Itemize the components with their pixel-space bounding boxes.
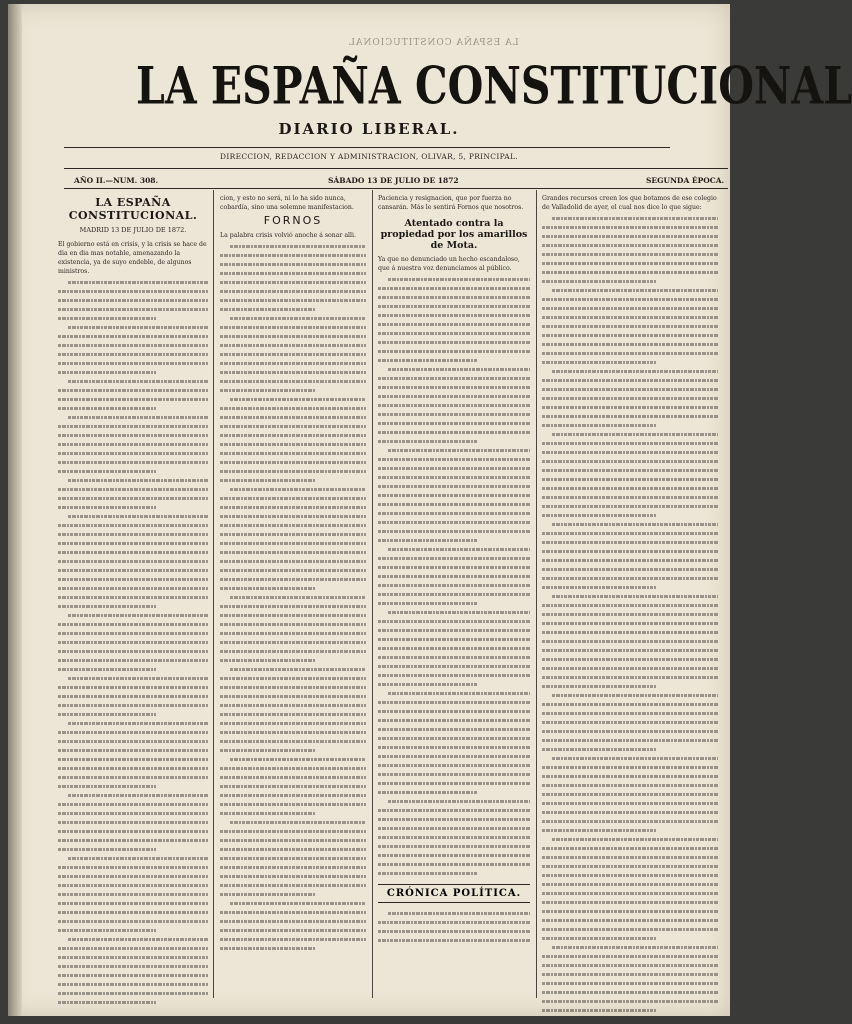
reverse-bleed-text: LA ESPAÑA CONSTITUCIONAL xyxy=(348,38,519,48)
article-body xyxy=(378,275,530,878)
column-3-lead: Ya que no denunciado un hecho escandaloso, que á nuestra voz denunciamos al público. xyxy=(378,256,520,272)
article-body xyxy=(378,909,530,945)
dateline-rule-top xyxy=(64,168,728,169)
column-3-opening: Paciencia y resignacion, que por fuerza no cansarán. Más le sentirá Fornos que nosotros. xyxy=(378,195,524,211)
issue-date: SÁBADO 13 DE JULIO DE 1872 xyxy=(328,176,459,185)
column-divider xyxy=(372,190,373,998)
column-2-heading: FORNOS xyxy=(263,214,323,227)
column-2 xyxy=(220,194,366,994)
dateline-rule-bottom xyxy=(64,188,728,189)
article-body xyxy=(58,278,208,1007)
column-3 xyxy=(378,194,530,994)
masthead-title: LA ESPAÑA CONSTITUCIONAL xyxy=(136,56,852,116)
column-4 xyxy=(542,194,718,994)
address-line: DIRECCION, REDACCION Y ADMINISTRACION, OLIVAR, 5, PRINCIPAL. xyxy=(220,152,518,161)
article-body xyxy=(220,242,366,953)
masthead-subtitle: DIARIO LIBERAL. xyxy=(278,120,460,138)
column-4-heading: CRÓNICA POLÍTICA. xyxy=(378,884,530,903)
column-1 xyxy=(58,194,208,994)
column-4-opening: Grandes recursos creen los que botamos de ese colegio de Valladolid de ayer, el cual nos dice lo que sigue: xyxy=(542,195,717,211)
column-1-opening: El gobierno está en crisis, y la crisis se hace de dia en dia mas notable, amenazando la existencia, ya de suyo endeble, de algunos ministros. xyxy=(58,241,207,275)
epoch-label: SEGUNDA ÉPOCA. xyxy=(646,176,725,185)
header-rule xyxy=(64,147,670,148)
column-1-dateline: MADRID 13 DE JULIO DE 1872. xyxy=(79,226,187,234)
issue-number: AÑO II.—NUM. 308. xyxy=(74,176,159,185)
column-divider xyxy=(213,190,214,998)
newspaper-page xyxy=(8,4,852,1016)
column-2-opening: cion, y esto no será, ni lo ha sido nunca, cobardía, sino una solemne manifestacion. xyxy=(220,195,354,211)
column-divider xyxy=(536,190,537,998)
article-body xyxy=(542,214,718,1015)
column-1-heading: LA ESPAÑA CONSTITUCIONAL. xyxy=(68,196,198,222)
column-3-heading: Atentado contra la propiedad por los amarillos de Mota. xyxy=(380,218,528,251)
column-2-lead: La palabra crisis volvió anoche á sonar alli. xyxy=(220,232,356,239)
